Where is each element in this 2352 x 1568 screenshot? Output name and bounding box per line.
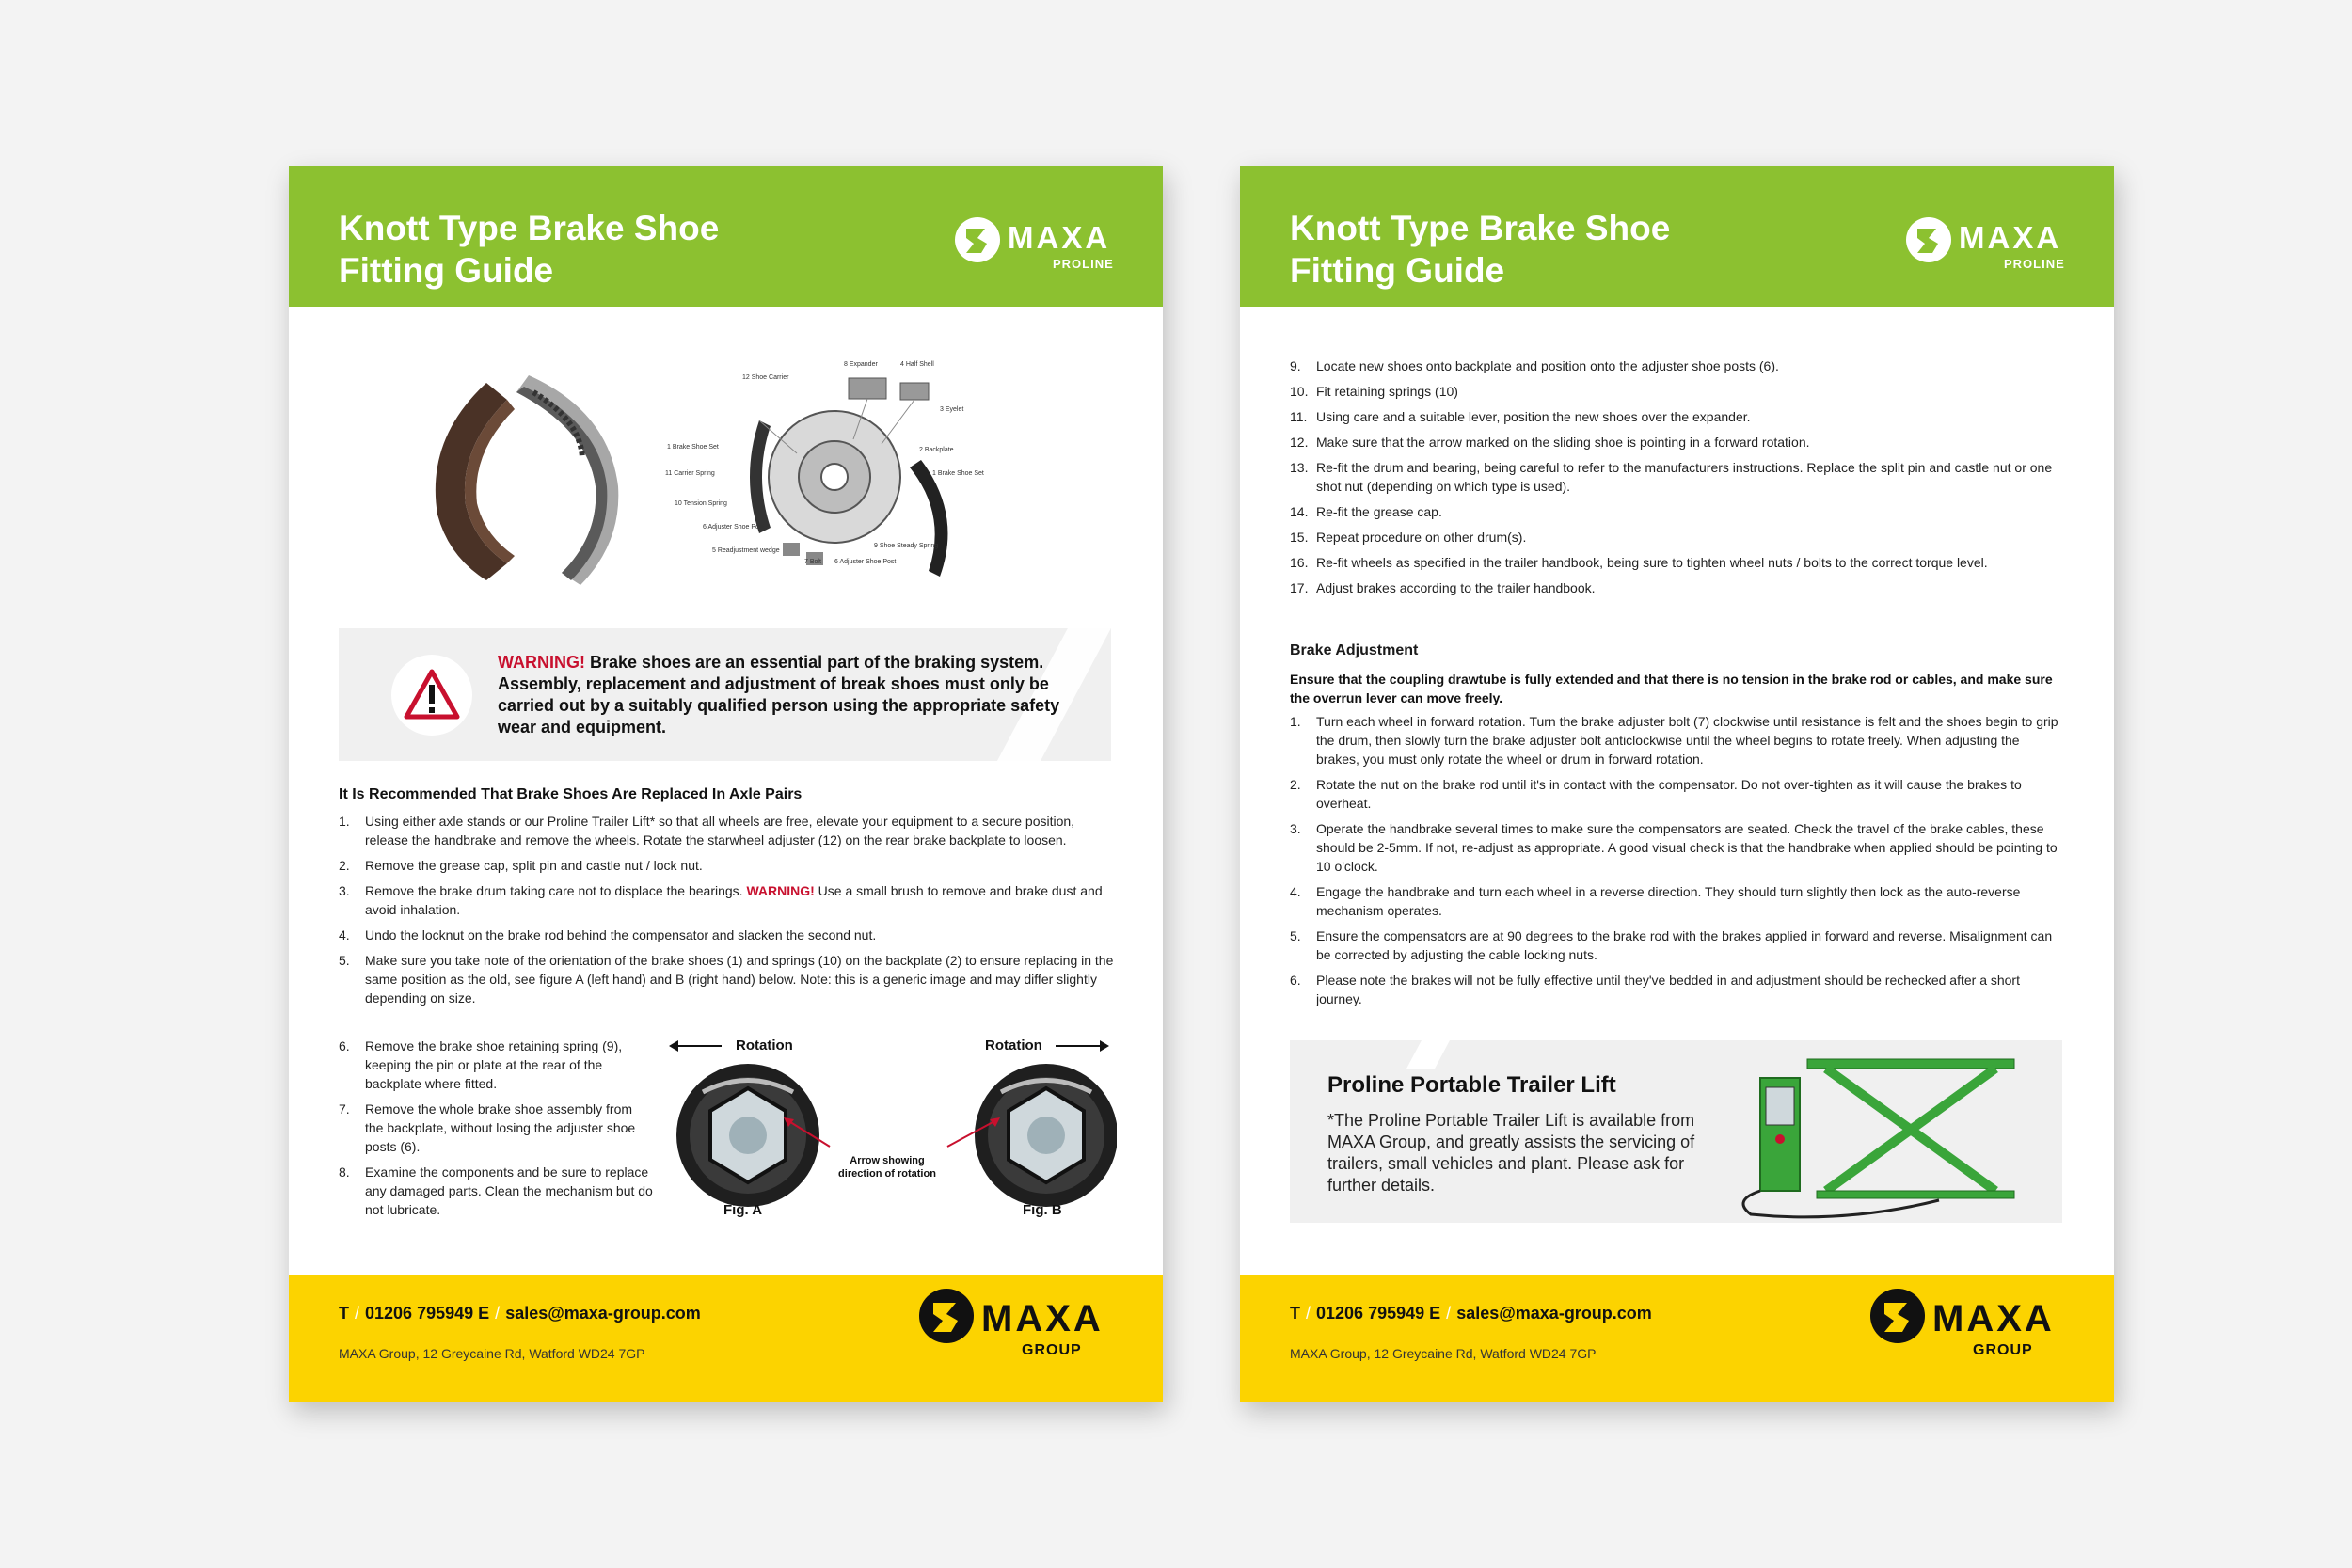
step-text: Remove the brake shoe retaining spring (9), keeping the pin or plate at the rear of the backplate where fitted. [365, 1038, 623, 1091]
step-item [1290, 971, 2061, 1008]
trailer-lift-promo [1290, 1040, 2062, 1223]
step-text: Remove the grease cap, split pin and castle nut / lock nut. [365, 858, 703, 873]
maxa-group-logo [1868, 1287, 2075, 1362]
step-number: 13. [1290, 460, 1309, 475]
contact-line: T / 01206 795949 E / sales@maxa-group.com [339, 1304, 701, 1323]
step-number: 10. [1290, 384, 1309, 399]
step-number: 4. [339, 927, 350, 942]
step-item [1290, 553, 2061, 572]
postal-address: MAXA Group, 12 Greycaine Rd, Watford WD24 7GP [1290, 1346, 1597, 1361]
logo-subtitle: GROUP [1022, 1342, 1082, 1358]
step-number: 1. [1290, 714, 1301, 729]
warning-triangle-icon [404, 668, 460, 721]
arrow-note: Arrow showing direction of rotation [838, 1155, 936, 1180]
step-text: Re-fit the drum and bearing, being careful to refer to the manufacturers instructions. Replace the split pin and castle nut or one shot nut (depending on which type is used). [1316, 460, 2053, 494]
email-address: sales@maxa-group.com [505, 1304, 701, 1323]
step-item [1290, 433, 2061, 451]
step-number: 17. [1290, 580, 1309, 595]
step-warning-label: WARNING! [746, 883, 815, 898]
maxa-group-logo-icon [1868, 1287, 1927, 1345]
page-footer [289, 1275, 1163, 1402]
step-text: Locate new shoes onto backplate and position onto the adjuster shoe posts (6). [1316, 358, 1779, 373]
logo-wordmark: MAXA [1932, 1298, 2055, 1339]
guide-page-left [289, 166, 1163, 1402]
step-number: 4. [1290, 884, 1301, 899]
logo-subtitle: PROLINE [1053, 257, 1114, 271]
diagram-label: 8 Expander [844, 361, 878, 368]
step-text: Make sure you take note of the orientation of the brake shoes (1) and springs (10) on the backplate (2) to ensure replacing in the same position as the old, see figure A (left hand) and B (right hand) below. Note: this is a generic image and may differ slightly depending on size. [365, 953, 1114, 1006]
step-text: Repeat procedure on other drum(s). [1316, 530, 1527, 545]
step-item [339, 1037, 654, 1093]
step-number: 2. [339, 858, 350, 873]
step-text: Remove the whole brake shoe assembly from the backplate, without losing the adjuster shoe posts (6). [365, 1101, 636, 1154]
step-number: 2. [1290, 777, 1301, 792]
diagram-label: 1 Brake Shoe Set [667, 444, 719, 451]
brake-adjustment-steps [1290, 712, 2061, 1015]
exploded-diagram [665, 355, 1004, 599]
rotation-label-right: Rotation [985, 1037, 1042, 1053]
warning-body: Brake shoes are an essential part of the braking system. Assembly, replacement and adjustment of break shoes must only be carried out by a suitably qualified person using the appropriate safety wear and equipment. [498, 653, 1060, 736]
maxa-group-logo [917, 1287, 1124, 1362]
step-number: 9. [1290, 358, 1301, 373]
diagram-label: 7 Bolt [804, 559, 821, 565]
maxa-group-logo-icon [917, 1287, 976, 1345]
step-number: 3. [1290, 821, 1301, 836]
step-item [339, 1163, 654, 1219]
diagram-label: 2 Backplate [919, 447, 954, 453]
page-header [1240, 166, 2114, 307]
step-text: Using care and a suitable lever, position the new shoes over the expander. [1316, 409, 1751, 424]
title-line-2: Fitting Guide [339, 251, 554, 290]
phone-number: 01206 795949 [1316, 1304, 1425, 1323]
step-text: Examine the components and be sure to replace any damaged parts. Clean the mechanism but do not lubricate. [365, 1164, 653, 1217]
step-item [339, 881, 1116, 919]
diagram-label: 6 Adjuster Shoe Post [703, 524, 765, 531]
phone-label: T [339, 1304, 349, 1323]
step-item [339, 926, 1116, 944]
title-line-2: Fitting Guide [1290, 251, 1505, 290]
email-address: sales@maxa-group.com [1456, 1304, 1652, 1323]
step-text: Use a small brush to remove and brake dust and avoid inhalation. [365, 883, 1103, 917]
maxa-logo-icon [1904, 215, 1953, 264]
decorative-slash [1406, 1040, 1465, 1069]
diagram-label: 4 Half Shell [900, 361, 934, 368]
warning-box [339, 628, 1111, 761]
brake-adjustment-title: Brake Adjustment [1290, 642, 1419, 658]
step-item [1290, 502, 2061, 521]
maxa-logo-icon [953, 215, 1002, 264]
step-text: Make sure that the arrow marked on the sliding shoe is pointing in a forward rotation. [1316, 435, 1810, 450]
warning-label: WARNING! [498, 653, 585, 672]
step-item [1290, 578, 2061, 597]
diagram-label: 12 Shoe Carrier [742, 374, 789, 381]
step-item [1290, 356, 2061, 375]
step-text: Please note the brakes will not be fully effective until they've bedded in and adjustment should be rechecked after a short journey. [1316, 973, 2020, 1006]
title-line-1: Knott Type Brake Shoe [339, 209, 720, 247]
step-number: 7. [339, 1101, 350, 1117]
step-number: 6. [1290, 973, 1301, 988]
step-text: Using either axle stands or our Proline Trailer Lift* so that all wheels are free, elevate your equipment to a secure position, release the handbrake and remove the wheels. Rotate the starwheel adjuster (12) on the rear brake backplate to loosen. [365, 814, 1075, 847]
phone-label: T [1290, 1304, 1300, 1323]
guide-page-right [1240, 166, 2114, 1402]
phone-number: 01206 795949 [365, 1304, 474, 1323]
warning-badge [391, 655, 472, 736]
title-line-1: Knott Type Brake Shoe [1290, 209, 1671, 247]
warning-text [498, 652, 1100, 738]
step-text: Ensure the compensators are at 90 degrees to the brake rod with the brakes applied in forward and reverse. Misalignment can be corrected by adjusting the cable locking nuts. [1316, 928, 2053, 962]
diagram-label: 10 Tension Spring [675, 500, 727, 507]
postal-address: MAXA Group, 12 Greycaine Rd, Watford WD24 7GP [339, 1346, 645, 1361]
diagram-label: 5 Readjustment wedge [712, 547, 780, 554]
page-title [339, 207, 828, 292]
maxa-proline-logo [953, 215, 1122, 272]
step-number: 6. [339, 1038, 350, 1053]
step-number: 11. [1290, 409, 1308, 424]
step-item [1290, 819, 2061, 876]
section-title-axle-pairs: It Is Recommended That Brake Shoes Are Replaced In Axle Pairs [339, 786, 803, 802]
lift-title: Proline Portable Trailer Lift [1327, 1072, 1616, 1098]
step-number: 14. [1290, 504, 1309, 519]
steps-list-1-5 [339, 812, 1116, 1014]
step-item [1290, 712, 2061, 768]
steps-list-6-8 [339, 1037, 654, 1226]
step-item [339, 1100, 654, 1156]
logo-subtitle: GROUP [1973, 1342, 2033, 1358]
email-label: E [478, 1304, 490, 1323]
diagram-label: 1 Brake Shoe Set [932, 470, 984, 477]
maxa-proline-logo [1904, 215, 2074, 272]
step-number: 8. [339, 1164, 350, 1180]
email-label: E [1429, 1304, 1441, 1323]
step-text: Undo the locknut on the brake rod behind the compensator and slacken the second nut. [365, 927, 877, 942]
page-footer [1240, 1275, 2114, 1402]
step-item [1290, 882, 2061, 920]
step-item [339, 812, 1116, 849]
step-text: Engage the handbrake and turn each wheel in a reverse direction. They should turn slightly then lock as the auto-reverse mechanism operates. [1316, 884, 2021, 918]
step-number: 5. [1290, 928, 1301, 943]
logo-wordmark: MAXA [981, 1298, 1104, 1339]
step-text: Fit retaining springs (10) [1316, 384, 1458, 399]
brake-adjustment-intro: Ensure that the coupling drawtube is fully extended and that there is no tension in the brake rod or cables, and make sure the overrun lever can move freely. [1290, 672, 2053, 705]
rotation-figures [665, 1036, 1117, 1224]
step-number: 3. [339, 883, 350, 898]
page-title [1290, 207, 1779, 292]
step-text: Re-fit wheels as specified in the trailer handbook, being sure to tighten wheel nuts / bolts to the correct torque level. [1316, 555, 1988, 570]
step-item [1290, 528, 2061, 546]
rotation-label-left: Rotation [736, 1037, 793, 1053]
step-number: 15. [1290, 530, 1309, 545]
page-header [289, 166, 1163, 307]
rotation-arrows [665, 1036, 1117, 1224]
step-item [1290, 382, 2061, 401]
step-item [1290, 775, 2061, 813]
step-number: 1. [339, 814, 350, 829]
step-number: 12. [1290, 435, 1309, 450]
trailer-lift-image [1732, 1050, 2033, 1219]
diagram-label: 11 Carrier Spring [665, 470, 715, 477]
step-text: Remove the brake drum taking care not to displace the bearings. [365, 883, 747, 898]
step-item [339, 951, 1116, 1007]
lift-description: *The Proline Portable Trailer Lift is available from MAXA Group, and greatly assists the servicing of trailers, small vehicles and plant. Please ask for further details. [1327, 1111, 1695, 1195]
step-item [339, 856, 1116, 875]
step-text: Operate the handbrake several times to make sure the compensators are seated. Check the travel of the brake cables, these should be 2-5mm. If not, re-adjust as appropriate. A good visual check is that the handbrake when applied should be pointing to 10 o'clock. [1316, 821, 2058, 874]
step-text: Turn each wheel in forward rotation. Turn the brake adjuster bolt (7) clockwise until resistance is felt and the shoes begin to grip the drum, then slowly turn the brake adjuster bolt anticlockwise until the wheel begins to rotate freely. When adjusting the brakes, you must only rotate the wheel or drum in forward rotation. [1316, 714, 2058, 767]
step-item [1290, 458, 2061, 496]
step-text: Re-fit the grease cap. [1316, 504, 1442, 519]
brake-shoe-images [421, 355, 1032, 599]
step-number: 16. [1290, 555, 1309, 570]
logo-wordmark: MAXA [1008, 220, 1111, 255]
step-number: 5. [339, 953, 350, 968]
logo-subtitle: PROLINE [2004, 257, 2065, 271]
step-text: Adjust brakes according to the trailer handbook. [1316, 580, 1596, 595]
diagram-label: 9 Shoe Steady Spring [874, 543, 939, 549]
diagram-label: 3 Eyelet [940, 406, 964, 413]
step-item [1290, 407, 2061, 426]
step-item [1290, 927, 2061, 964]
figure-a-label: Fig. A [723, 1202, 763, 1218]
logo-wordmark: MAXA [1959, 220, 2062, 255]
contact-line: T / 01206 795949 E / sales@maxa-group.com [1290, 1304, 1652, 1323]
steps-list-9-17 [1290, 356, 2061, 604]
figure-b-label: Fig. B [1023, 1202, 1062, 1218]
diagram-label: 6 Adjuster Shoe Post [834, 559, 897, 565]
step-text: Rotate the nut on the brake rod until it's in contact with the compensator. Do not over-tighten as it will cause the brakes to overheat. [1316, 777, 2022, 811]
